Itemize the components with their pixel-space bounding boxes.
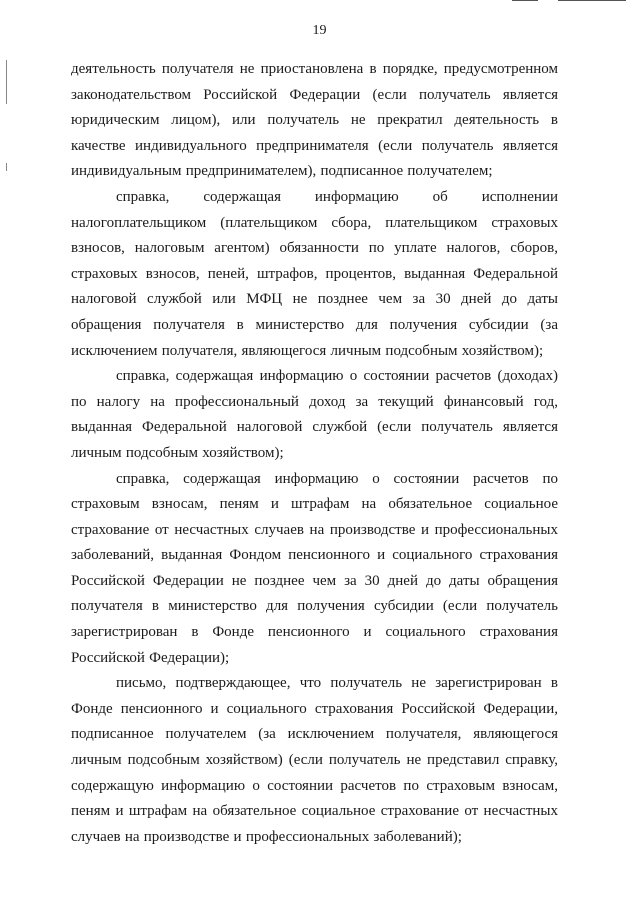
paragraph: справка, содержащая информацию о состоянии расчетов по страховым взносам, пеням и штрафам на обязательное социальное страхование от несчастных случаев на производстве и профессиональных заболеваний, выданная Фондом пенсионного и социального страхования Российской Федерации не позднее чем за 30 дней до даты обращения получателя в министерство для получения субсидии (если получатель зарегистрирован в Фонде пенсионного и социального страхования Российской Федерации); <box>71 470 558 666</box>
page-number: 19 <box>312 23 327 38</box>
scan-artifact-line <box>512 0 538 1</box>
paragraph: справка, содержащая информацию об исполнении налогоплательщиком (плательщиком сбора, плательщиком страховых взносов, налоговым агентом) обязанности по уплате налогов, сборов, страховых взносов, пеней, штрафов, процентов, выданная Федеральной налоговой службой или МФЦ не позднее чем за 30 дней до даты обращения получателя в министерство для получения субсидии (за исключением получателя, являющегося личным подсобным хозяйством); <box>71 188 558 359</box>
paragraph: письмо, подтверждающее, что получатель не зарегистрирован в Фонде пенсионного и социального страхования Российской Федерации, подписанное получателем (за исключением получателя, являющегося личным подсобным хозяйством) (если получатель не представил справку, содержащую информацию о состоянии расчетов по страховым взносам, пеням и штрафам на обязательное социальное страхование от несчастных случаев на производстве и профессиональных заболеваний); <box>71 675 558 845</box>
document-body <box>71 57 558 850</box>
scan-artifact-margin-mark <box>6 163 7 171</box>
scan-artifact-margin-mark <box>6 60 7 104</box>
paragraph: справка, содержащая информацию о состоянии расчетов (доходах) по налогу на профессиональный доход за текущий финансовый год, выданная Федеральной налоговой службой (если получатель является личным подсобным хозяйством); <box>71 368 558 461</box>
scan-artifact-line <box>558 0 626 1</box>
paragraph: деятельность получателя не приостановлена в порядке, предусмотренном законодательством Российской Федерации (если получатель является юридическим лицом), или получатель не прекратил деятельность в качестве индивидуального предпринимателя (если получатель является индивидуальным предпринимателем), подписанное получателем; <box>71 61 558 180</box>
